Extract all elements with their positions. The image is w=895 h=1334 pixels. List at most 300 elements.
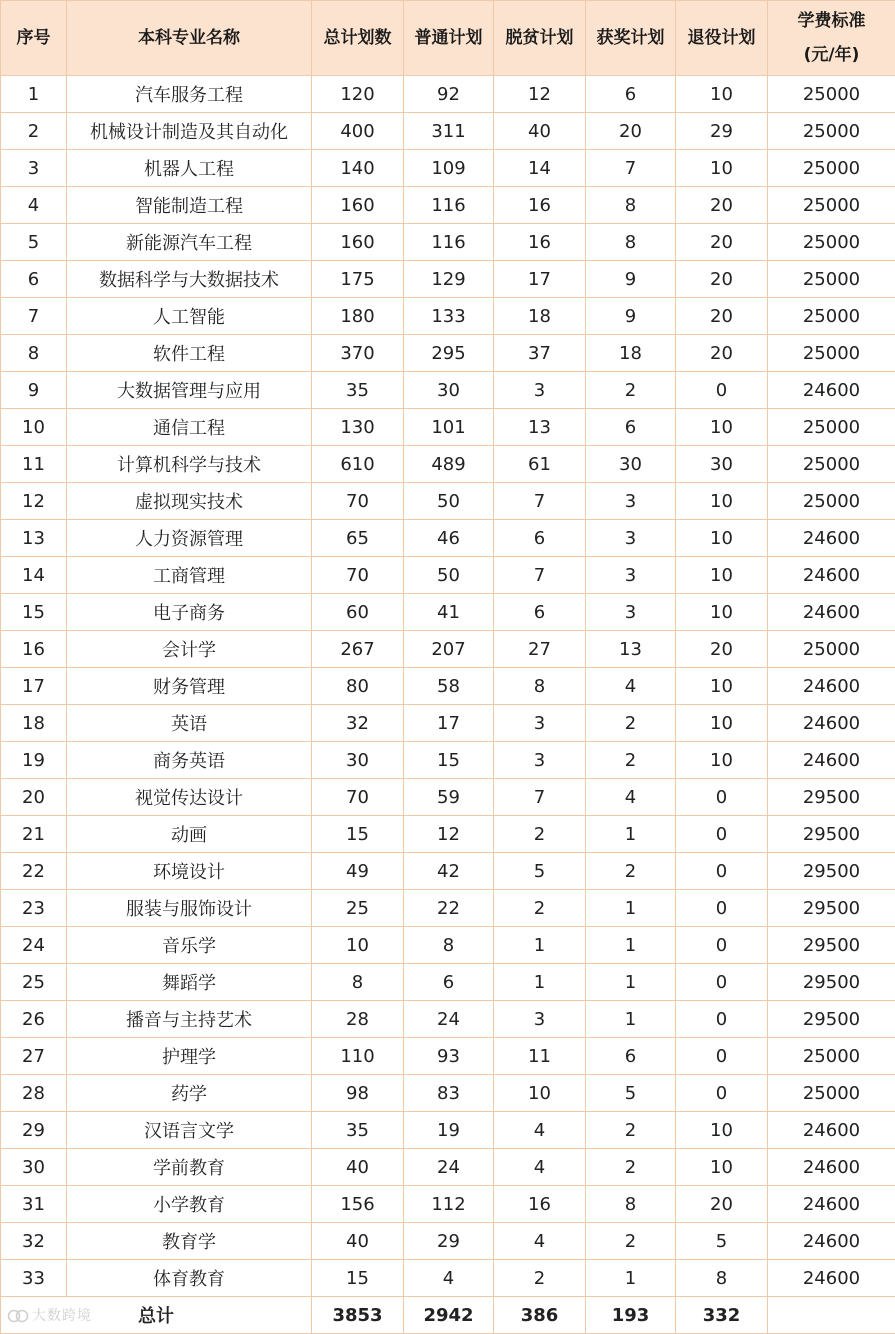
row-regular-plan: 83 [404,1075,494,1112]
row-poverty-plan: 4 [494,1223,586,1260]
header-award-plan: 获奖计划 [586,1,676,76]
row-total-plan: 175 [312,261,404,298]
row-veteran-plan: 0 [676,1075,768,1112]
row-veteran-plan: 20 [676,261,768,298]
row-poverty-plan: 17 [494,261,586,298]
row-poverty-plan: 8 [494,668,586,705]
table-row [1,520,895,557]
row-major-name: 工商管理 [67,557,312,594]
row-tuition: 25000 [768,483,895,520]
row-veteran-plan: 8 [676,1260,768,1297]
row-tuition: 25000 [768,409,895,446]
row-total-plan: 160 [312,224,404,261]
row-major-name: 播音与主持艺术 [67,1001,312,1038]
row-total-plan: 60 [312,594,404,631]
table-row [1,1223,895,1260]
row-veteran-plan: 20 [676,335,768,372]
row-poverty-plan: 13 [494,409,586,446]
row-total-plan: 40 [312,1223,404,1260]
row-major-name: 电子商务 [67,594,312,631]
row-major-name: 机械设计制造及其自动化 [67,113,312,150]
row-regular-plan: 58 [404,668,494,705]
row-index: 21 [1,816,67,853]
row-total-plan: 70 [312,779,404,816]
row-tuition: 29500 [768,853,895,890]
row-tuition: 24600 [768,705,895,742]
row-major-name: 会计学 [67,631,312,668]
total-veteran: 332 [676,1297,768,1334]
row-index: 17 [1,668,67,705]
row-index: 16 [1,631,67,668]
row-regular-plan: 6 [404,964,494,1001]
table-body [1,76,895,1297]
table-row [1,1260,895,1297]
row-award-plan: 30 [586,446,676,483]
total-regular: 2942 [404,1297,494,1334]
row-total-plan: 267 [312,631,404,668]
table-row [1,631,895,668]
row-tuition: 29500 [768,964,895,1001]
total-award: 193 [586,1297,676,1334]
row-tuition: 29500 [768,816,895,853]
row-veteran-plan: 0 [676,890,768,927]
table-row [1,779,895,816]
table-row [1,372,895,409]
row-regular-plan: 17 [404,705,494,742]
row-tuition: 25000 [768,261,895,298]
row-award-plan: 3 [586,594,676,631]
row-major-name: 人力资源管理 [67,520,312,557]
row-tuition: 24600 [768,557,895,594]
row-major-name: 英语 [67,705,312,742]
row-poverty-plan: 6 [494,520,586,557]
row-total-plan: 35 [312,1112,404,1149]
row-index: 7 [1,298,67,335]
table-header-row [1,1,895,76]
row-tuition: 29500 [768,779,895,816]
row-award-plan: 3 [586,483,676,520]
row-tuition: 24600 [768,372,895,409]
total-tuition [768,1297,895,1334]
row-tuition: 24600 [768,1260,895,1297]
row-poverty-plan: 3 [494,372,586,409]
row-veteran-plan: 5 [676,1223,768,1260]
row-tuition: 29500 [768,890,895,927]
row-major-name: 虚拟现实技术 [67,483,312,520]
table-row [1,409,895,446]
row-poverty-plan: 7 [494,483,586,520]
total-label-cell [1,1297,312,1334]
row-veteran-plan: 0 [676,779,768,816]
table-row [1,150,895,187]
row-index: 13 [1,520,67,557]
row-poverty-plan: 16 [494,1186,586,1223]
row-poverty-plan: 2 [494,890,586,927]
row-veteran-plan: 10 [676,76,768,113]
table-row [1,187,895,224]
row-regular-plan: 311 [404,113,494,150]
row-regular-plan: 24 [404,1001,494,1038]
row-major-name: 软件工程 [67,335,312,372]
row-regular-plan: 19 [404,1112,494,1149]
row-tuition: 24600 [768,1186,895,1223]
row-poverty-plan: 37 [494,335,586,372]
row-tuition: 24600 [768,1112,895,1149]
row-index: 19 [1,742,67,779]
row-veteran-plan: 0 [676,1001,768,1038]
row-major-name: 汽车服务工程 [67,76,312,113]
row-major-name: 数据科学与大数据技术 [67,261,312,298]
row-major-name: 计算机科学与技术 [67,446,312,483]
row-total-plan: 70 [312,557,404,594]
row-major-name: 音乐学 [67,927,312,964]
row-veteran-plan: 10 [676,668,768,705]
row-total-plan: 156 [312,1186,404,1223]
row-regular-plan: 8 [404,927,494,964]
row-award-plan: 18 [586,335,676,372]
row-index: 26 [1,1001,67,1038]
row-award-plan: 13 [586,631,676,668]
row-tuition: 24600 [768,742,895,779]
row-total-plan: 40 [312,1149,404,1186]
table-row [1,742,895,779]
row-award-plan: 1 [586,890,676,927]
row-regular-plan: 30 [404,372,494,409]
row-index: 28 [1,1075,67,1112]
row-veteran-plan: 0 [676,927,768,964]
row-award-plan: 3 [586,557,676,594]
row-regular-plan: 4 [404,1260,494,1297]
row-veteran-plan: 0 [676,1038,768,1075]
header-index: 序号 [1,1,67,76]
row-regular-plan: 295 [404,335,494,372]
row-regular-plan: 101 [404,409,494,446]
row-major-name: 商务英语 [67,742,312,779]
header-poverty-plan: 脱贫计划 [494,1,586,76]
row-major-name: 机器人工程 [67,150,312,187]
row-tuition: 29500 [768,1001,895,1038]
row-poverty-plan: 1 [494,964,586,1001]
row-tuition: 25000 [768,150,895,187]
row-award-plan: 1 [586,964,676,1001]
row-veteran-plan: 29 [676,113,768,150]
row-index: 22 [1,853,67,890]
row-total-plan: 15 [312,1260,404,1297]
row-index: 18 [1,705,67,742]
row-tuition: 25000 [768,1038,895,1075]
row-veteran-plan: 10 [676,557,768,594]
row-total-plan: 10 [312,927,404,964]
table-row [1,76,895,113]
row-award-plan: 1 [586,1001,676,1038]
row-veteran-plan: 10 [676,705,768,742]
row-index: 12 [1,483,67,520]
row-poverty-plan: 4 [494,1112,586,1149]
row-regular-plan: 42 [404,853,494,890]
row-index: 6 [1,261,67,298]
row-poverty-plan: 11 [494,1038,586,1075]
row-award-plan: 8 [586,1186,676,1223]
table-row [1,964,895,1001]
row-veteran-plan: 20 [676,187,768,224]
row-regular-plan: 93 [404,1038,494,1075]
row-veteran-plan: 10 [676,409,768,446]
row-total-plan: 8 [312,964,404,1001]
row-award-plan: 4 [586,779,676,816]
row-regular-plan: 207 [404,631,494,668]
row-poverty-plan: 3 [494,1001,586,1038]
row-award-plan: 3 [586,520,676,557]
row-award-plan: 6 [586,409,676,446]
row-regular-plan: 116 [404,224,494,261]
row-index: 25 [1,964,67,1001]
table-row [1,483,895,520]
row-total-plan: 32 [312,705,404,742]
row-major-name: 人工智能 [67,298,312,335]
row-poverty-plan: 27 [494,631,586,668]
row-veteran-plan: 10 [676,483,768,520]
row-major-name: 舞蹈学 [67,964,312,1001]
row-regular-plan: 59 [404,779,494,816]
row-index: 3 [1,150,67,187]
table-row [1,594,895,631]
row-veteran-plan: 20 [676,224,768,261]
row-veteran-plan: 20 [676,298,768,335]
row-veteran-plan: 10 [676,742,768,779]
row-poverty-plan: 7 [494,557,586,594]
row-total-plan: 400 [312,113,404,150]
row-award-plan: 2 [586,372,676,409]
total-row [1,1297,895,1334]
row-regular-plan: 112 [404,1186,494,1223]
row-regular-plan: 46 [404,520,494,557]
table-row [1,335,895,372]
row-major-name: 汉语言文学 [67,1112,312,1149]
row-award-plan: 9 [586,298,676,335]
row-award-plan: 2 [586,1223,676,1260]
table-row [1,298,895,335]
row-poverty-plan: 6 [494,594,586,631]
row-regular-plan: 15 [404,742,494,779]
row-award-plan: 8 [586,224,676,261]
row-index: 33 [1,1260,67,1297]
row-index: 8 [1,335,67,372]
table-row [1,224,895,261]
row-total-plan: 15 [312,816,404,853]
row-regular-plan: 129 [404,261,494,298]
row-tuition: 29500 [768,927,895,964]
row-regular-plan: 109 [404,150,494,187]
row-veteran-plan: 10 [676,1112,768,1149]
row-major-name: 大数据管理与应用 [67,372,312,409]
row-veteran-plan: 10 [676,520,768,557]
row-veteran-plan: 30 [676,446,768,483]
table-row [1,1112,895,1149]
row-award-plan: 1 [586,816,676,853]
row-tuition: 24600 [768,520,895,557]
row-tuition: 25000 [768,446,895,483]
row-major-name: 药学 [67,1075,312,1112]
row-index: 4 [1,187,67,224]
row-poverty-plan: 10 [494,1075,586,1112]
header-total-plan: 总计划数 [312,1,404,76]
table-row [1,261,895,298]
row-poverty-plan: 3 [494,742,586,779]
row-poverty-plan: 3 [494,705,586,742]
row-award-plan: 6 [586,1038,676,1075]
row-major-name: 学前教育 [67,1149,312,1186]
row-poverty-plan: 4 [494,1149,586,1186]
row-veteran-plan: 10 [676,594,768,631]
row-total-plan: 370 [312,335,404,372]
table-row [1,1149,895,1186]
row-poverty-plan: 40 [494,113,586,150]
table-row [1,1038,895,1075]
row-total-plan: 35 [312,372,404,409]
table-row [1,668,895,705]
row-total-plan: 120 [312,76,404,113]
row-total-plan: 80 [312,668,404,705]
row-poverty-plan: 16 [494,224,586,261]
row-tuition: 25000 [768,298,895,335]
row-total-plan: 130 [312,409,404,446]
row-regular-plan: 50 [404,557,494,594]
row-award-plan: 4 [586,668,676,705]
row-regular-plan: 24 [404,1149,494,1186]
row-tuition: 25000 [768,631,895,668]
row-major-name: 教育学 [67,1223,312,1260]
row-poverty-plan: 2 [494,1260,586,1297]
row-award-plan: 6 [586,76,676,113]
row-tuition: 25000 [768,335,895,372]
row-award-plan: 2 [586,742,676,779]
row-award-plan: 7 [586,150,676,187]
row-award-plan: 1 [586,1260,676,1297]
row-total-plan: 140 [312,150,404,187]
row-regular-plan: 116 [404,187,494,224]
row-total-plan: 65 [312,520,404,557]
row-index: 1 [1,76,67,113]
row-major-name: 小学教育 [67,1186,312,1223]
row-index: 31 [1,1186,67,1223]
header-regular-plan: 普通计划 [404,1,494,76]
row-poverty-plan: 7 [494,779,586,816]
row-award-plan: 8 [586,187,676,224]
table-row [1,816,895,853]
row-index: 14 [1,557,67,594]
row-regular-plan: 22 [404,890,494,927]
row-index: 29 [1,1112,67,1149]
row-total-plan: 28 [312,1001,404,1038]
row-regular-plan: 12 [404,816,494,853]
row-award-plan: 9 [586,261,676,298]
row-award-plan: 2 [586,1112,676,1149]
table-row [1,557,895,594]
row-total-plan: 110 [312,1038,404,1075]
row-major-name: 视觉传达设计 [67,779,312,816]
row-index: 9 [1,372,67,409]
row-award-plan: 2 [586,1149,676,1186]
row-major-name: 护理学 [67,1038,312,1075]
row-award-plan: 1 [586,927,676,964]
table-row [1,890,895,927]
row-poverty-plan: 18 [494,298,586,335]
table-row [1,1075,895,1112]
row-award-plan: 2 [586,705,676,742]
row-index: 27 [1,1038,67,1075]
row-total-plan: 180 [312,298,404,335]
header-tuition: 学费标准 (元/年) [768,1,895,76]
row-veteran-plan: 20 [676,1186,768,1223]
total-label: 总计 [138,1306,174,1327]
row-index: 23 [1,890,67,927]
row-veteran-plan: 10 [676,1149,768,1186]
row-tuition: 24600 [768,594,895,631]
row-poverty-plan: 5 [494,853,586,890]
row-regular-plan: 41 [404,594,494,631]
row-regular-plan: 50 [404,483,494,520]
row-index: 11 [1,446,67,483]
table-row [1,113,895,150]
row-major-name: 服装与服饰设计 [67,890,312,927]
row-regular-plan: 133 [404,298,494,335]
row-poverty-plan: 1 [494,927,586,964]
watermark-text: 大数跨境 [32,1308,92,1324]
row-total-plan: 49 [312,853,404,890]
table-row [1,1186,895,1223]
row-award-plan: 20 [586,113,676,150]
row-tuition: 25000 [768,224,895,261]
row-poverty-plan: 16 [494,187,586,224]
row-major-name: 财务管理 [67,668,312,705]
row-veteran-plan: 10 [676,150,768,187]
header-major-name: 本科专业名称 [67,1,312,76]
row-index: 20 [1,779,67,816]
row-veteran-plan: 0 [676,853,768,890]
total-sum: 3853 [312,1297,404,1334]
row-total-plan: 98 [312,1075,404,1112]
header-veteran-plan: 退役计划 [676,1,768,76]
row-index: 30 [1,1149,67,1186]
row-major-name: 智能制造工程 [67,187,312,224]
row-tuition: 24600 [768,668,895,705]
row-poverty-plan: 14 [494,150,586,187]
row-total-plan: 30 [312,742,404,779]
row-total-plan: 610 [312,446,404,483]
row-index: 32 [1,1223,67,1260]
table-row [1,853,895,890]
row-tuition: 24600 [768,1149,895,1186]
row-poverty-plan: 2 [494,816,586,853]
table-row [1,446,895,483]
row-veteran-plan: 0 [676,372,768,409]
row-regular-plan: 489 [404,446,494,483]
table-row [1,927,895,964]
row-major-name: 新能源汽车工程 [67,224,312,261]
row-index: 5 [1,224,67,261]
row-total-plan: 25 [312,890,404,927]
row-veteran-plan: 20 [676,631,768,668]
row-major-name: 通信工程 [67,409,312,446]
row-total-plan: 70 [312,483,404,520]
row-major-name: 动画 [67,816,312,853]
row-veteran-plan: 0 [676,816,768,853]
row-index: 10 [1,409,67,446]
row-poverty-plan: 12 [494,76,586,113]
row-major-name: 体育教育 [67,1260,312,1297]
row-index: 24 [1,927,67,964]
table-row [1,705,895,742]
